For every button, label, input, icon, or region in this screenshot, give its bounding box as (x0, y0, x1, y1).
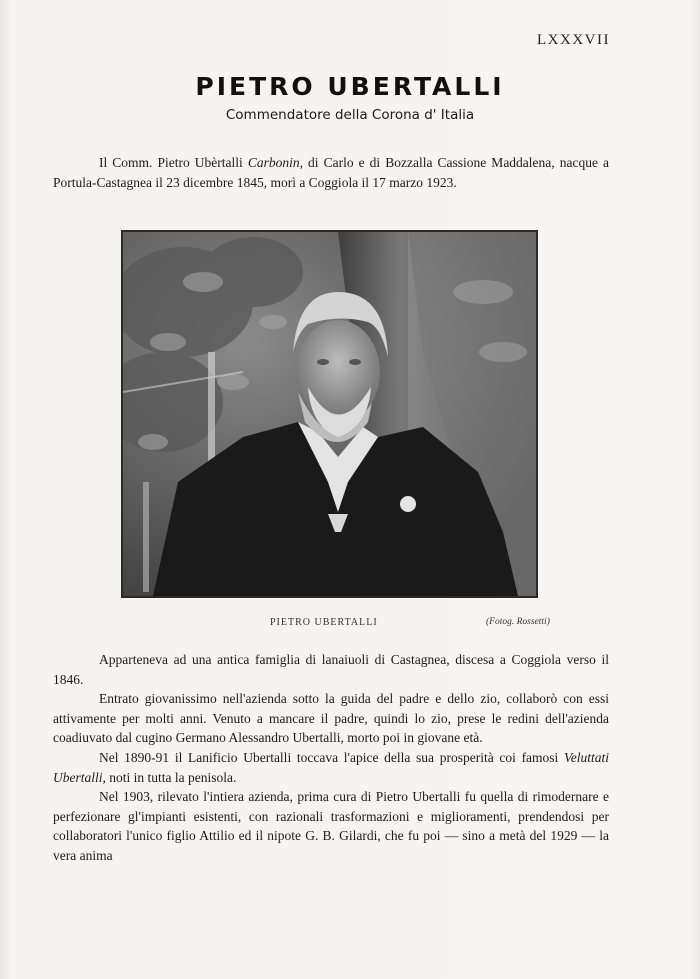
portrait-photo (121, 230, 538, 598)
paragraph-prosperity-a: Nel 1890-91 il Lanificio Ubertalli toccava l'apice della sua prosperità coi famosi (99, 749, 564, 765)
page-number: LXXXVII (537, 32, 610, 48)
intro-nickname: Carbonin, (247, 155, 303, 170)
portrait-image (123, 232, 536, 596)
page-subtitle: Commendatore della Corona d' Italia (225, 107, 475, 123)
paragraph-prosperity-b: noti in tutta la penisola. (105, 769, 237, 785)
intro-text-a: Il Comm. Pietro Ubèrtalli (99, 155, 248, 170)
paragraph-prosperity (53, 748, 609, 787)
product-name: Veluttati Ubertalli, (53, 749, 609, 785)
page-title: PIETRO UBERTALLI (195, 72, 505, 101)
intro-text-b: di Carlo e di Bozzalla Cassione Maddalena, nacque a Portula-Castagnea il 23 dicembre 1845, morì a Coggiola il 17 marzo 1923. (53, 155, 609, 190)
intro-paragraph (53, 153, 609, 192)
paragraph-career: Entrato giovanissimo nell'azienda sotto la guida del padre e dello zio, collaborò con essi attivamente per molti anni. Venuto a mancare il padre, quindi lo zio, prese le redini dell'azienda coadiuvato dal cugino Germano Alessandro Ubertalli, morto poi in giovane età. (53, 691, 609, 746)
body-text (53, 650, 609, 866)
paragraph-family: Apparteneva ad una antica famiglia di lanaiuoli di Castagnea, discesa a Coggiola verso il 1846. (53, 652, 609, 687)
photo-caption: PIETRO UBERTALLI (270, 617, 378, 628)
paragraph-modernization: Nel 1903, rilevato l'intiera azienda, prima cura di Pietro Ubertalli fu quella di rimodernare e perfezionare gl'impianti esistenti, con razionali trasformazioni e miglioramenti, prendendosi per collaboratori l'unico figlio Attilio ed il nipote G. B. Gilardi, che fu poi — sino a metà del 1929 — la vera anima (53, 789, 609, 863)
photo-credit: (Fotog. Rossetti) (486, 617, 550, 627)
